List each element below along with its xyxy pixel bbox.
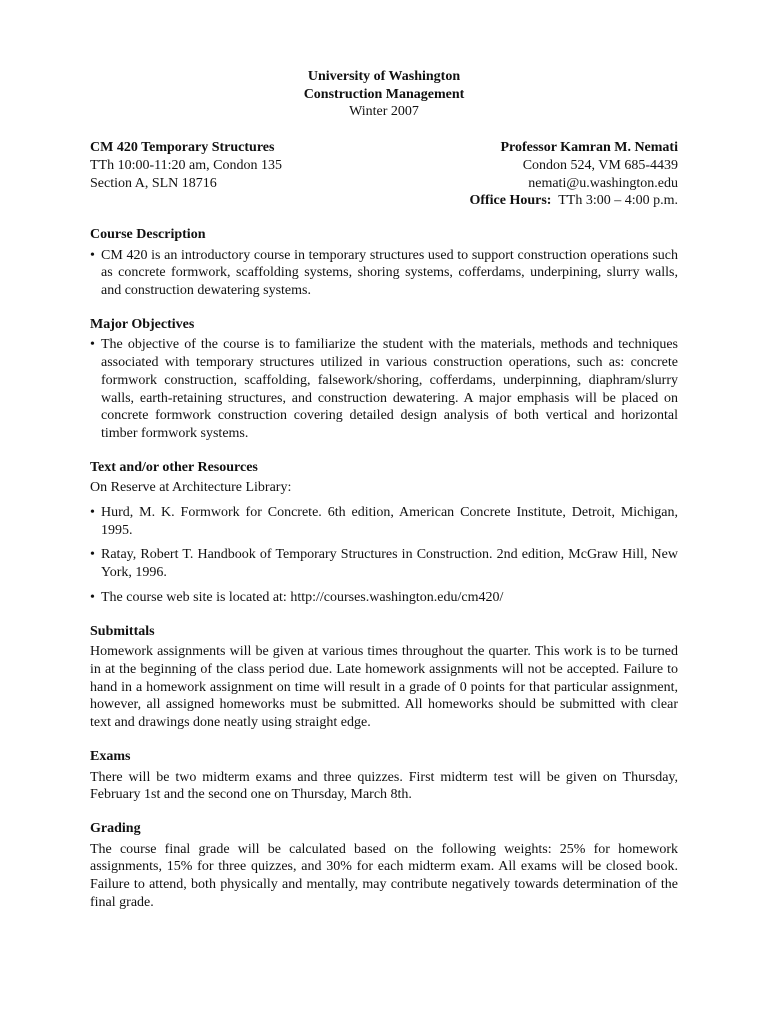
course-professor-row-1 [90, 139, 678, 157]
resources-section [90, 459, 678, 607]
professor-office: Condon 524, VM 685-4439 [522, 157, 678, 173]
submittals-text: Homework assignments will be given at various times throughout the quarter. This work is to be turned in at the beginning of the class period due. Late homework assignments will not be accepted. Failure to hand in a homework assignment on time will result in a grade of 0 points for that particular assignment, however, all assigned homeworks must be submitted. All homeworks should be submitted with clear text and drawings done neatly using straight edge. [90, 644, 678, 731]
major-objectives-section [90, 316, 678, 443]
major-objectives-text: The objective of the course is to familiarize the student with the materials, methods and techniques associated with temporary structures utilized in various construction operations, such as: concrete formwork construction, scaffolding, falsework/shoring, cofferdams, underpinning, diaphram/slurry walls, earth-retaining structures, and construction dewatering. A major emphasis will be placed on concrete formwork construction covering detailed design analysis of both vertical and horizontal timber formwork systems. [101, 337, 678, 441]
exams-heading: Exams [90, 748, 131, 764]
bullet-point: • [90, 589, 95, 605]
list-item [90, 504, 678, 539]
exams-text: There will be two midterm exams and three quizzes. First midterm test will be given on Thursday, February 1st and the second one on Thursday, March 8th. [90, 769, 678, 803]
course-professor-row-2 [90, 157, 678, 175]
resource-item: Ratay, Robert T. Handbook of Temporary Structures in Construction. 2nd edition, McGraw Hill, New York, 1996. [101, 547, 678, 581]
office-hours [90, 192, 678, 210]
resource-item-website: The course web site is located at: http://courses.washington.edu/cm420/ [101, 589, 504, 605]
submittals-section [90, 623, 678, 732]
course-time: TTh 10:00-11:20 am, Condon 135 [90, 157, 282, 173]
list-item [90, 546, 678, 581]
course-professor-row-3 [90, 175, 678, 193]
resource-item: Hurd, M. K. Formwork for Concrete. 6th edition, American Concrete Institute, Detroit, Michigan, 1995. [101, 505, 678, 538]
list-item [90, 336, 678, 442]
course-description-section [90, 226, 678, 300]
professor-name: Professor Kamran M. Nemati [500, 140, 678, 156]
bullet-point: • [90, 247, 95, 263]
grading-heading: Grading [90, 820, 141, 836]
professor-email: nemati@u.washington.edu [528, 175, 678, 191]
course-title: CM 420 Temporary Structures [90, 140, 275, 156]
course-description-text: CM 420 is an introductory course in temporary structures used to support construction operations such as concrete formwork, scaffolding systems, shoring systems, cofferdams, underpining, slurry walls, and construction dewatering systems. [101, 247, 678, 299]
office-hours-value: TTh 3:00 – 4:00 p.m. [558, 193, 678, 209]
office-hours-label: Office Hours: [469, 193, 552, 209]
course-description-heading: Course Description [90, 226, 206, 242]
resources-intro: On Reserve at Architecture Library: [90, 480, 292, 496]
bullet-point: • [90, 505, 95, 521]
university-name: University of Washington [307, 69, 461, 84]
term: Winter 2007 [349, 104, 419, 120]
major-objectives-heading: Major Objectives [90, 316, 195, 332]
grading-section [90, 820, 678, 912]
resources-heading: Text and/or other Resources [90, 459, 258, 475]
syllabus-content [90, 68, 678, 911]
list-item [90, 589, 678, 607]
list-item [90, 247, 678, 300]
grading-text: The course final grade will be calculated based on the following weights: 25% for homework assignments, 15% for three quizzes, and 30% for each midterm exam. All exams will be closed book. Failure to attend, both physically and mentally, may contribute negatively towards determination of the final grade. [90, 841, 678, 910]
course-section: Section A, SLN 18716 [90, 175, 217, 191]
bullet-point: • [90, 547, 95, 563]
bullet-point: • [90, 337, 95, 353]
department-name: Construction Management [303, 86, 465, 102]
exams-section [90, 748, 678, 804]
submittals-heading: Submittals [90, 623, 155, 639]
